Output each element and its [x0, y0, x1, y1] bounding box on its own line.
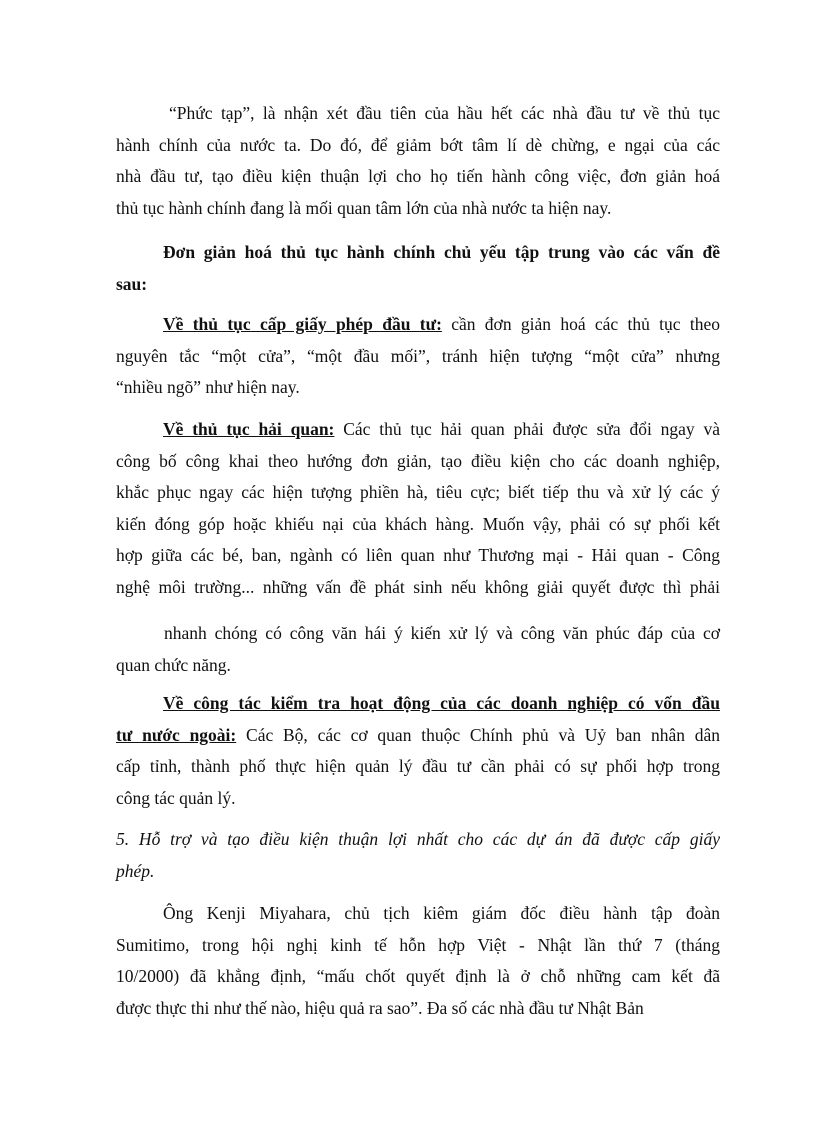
- text-line: công bố công khai theo hướng đơn giản, tạo điều kiện cho các doanh nghiệp,: [116, 450, 720, 471]
- text-line: nghệ môi trường... những vấn đề phát sinh nếu không giải quyết được thì phải: [116, 576, 720, 597]
- section-heading: tư nước ngoài:: [116, 724, 237, 745]
- text-line: Sumitimo, trong hội nghị kinh tế hỗn hợp Việt - Nhật lần thứ 7 (tháng: [116, 934, 720, 955]
- text-line: “Phức tạp”, là nhận xét đầu tiên của hầu hết các nhà đầu tư về thủ tục: [169, 103, 720, 123]
- text-line: nhanh chóng có công văn hái ý kiến xử lý và công văn phúc đáp của cơ: [164, 623, 720, 643]
- section-heading: Về thủ tục cấp giấy phép đầu tư:: [163, 314, 442, 334]
- text-line: kiến đóng góp hoặc khiếu nại của khách hàng. Muốn vậy, phải có sự phối kết: [116, 513, 720, 534]
- text-line: cấp tỉnh, thành phố thực hiện quản lý đầu tư cần phải có sự phối hợp trong: [116, 756, 720, 776]
- text-line: [116, 720, 720, 752]
- text-line: quan chức năng.: [116, 654, 231, 675]
- section-title: [116, 824, 720, 887]
- text-line: 5. Hỗ trợ và tạo điều kiện thuận lợi nhất cho các dự án đã được cấp giấy: [116, 829, 720, 849]
- text-run: Các thủ tục hải quan phải được sửa đổi ngay và: [334, 419, 720, 439]
- text-line: [116, 414, 720, 446]
- text-line: Đơn giản hoá thủ tục hành chính chủ yếu tập trung vào các vấn đề: [163, 242, 720, 262]
- text-line: khắc phục ngay các hiện tượng phiền hà, tiêu cực; biết tiếp thu và xử lý các ý: [116, 482, 720, 502]
- text-line: hợp giữa các bé, ban, ngành có liên quan như Thương mại - Hải quan - Công: [116, 545, 720, 565]
- text-line: 10/2000) đã khẳng định, “mấu chốt quyết định là ở chỗ những cam kết đã: [116, 966, 720, 986]
- text-line: sau:: [116, 273, 148, 294]
- paragraph-inspection: [116, 688, 720, 814]
- paragraph-customs: [116, 414, 720, 603]
- text-line: Ông Kenji Miyahara, chủ tịch kiêm giám đốc điều hành tập đoàn: [163, 903, 720, 923]
- text-line: phép.: [116, 860, 155, 881]
- paragraph-focus-heading: [116, 237, 720, 300]
- text-line: nguyên tắc “một cửa”, “một đầu mối”, tránh hiện tượng “một cửa” nhưng: [116, 345, 720, 366]
- text-line: nhà đầu tư, tạo điều kiện thuận lợi cho họ tiến hành công việc, đơn giản hoá: [116, 166, 720, 186]
- paragraph-customs-continued: [116, 618, 720, 681]
- text-line: “nhiều ngõ” như hiện nay.: [116, 377, 300, 397]
- text-line: công tác quản lý.: [116, 787, 236, 808]
- text-line: [116, 309, 720, 341]
- section-heading: Về công tác kiểm tra hoạt động của các doanh nghiệp có vốn đầu: [163, 693, 720, 713]
- text-line: được thực thi như thế nào, hiệu quả ra sao”. Đa số các nhà đầu tư Nhật Bản: [116, 997, 644, 1018]
- paragraph-kenji-miyahara: [116, 898, 720, 1024]
- text-run: cần đơn giản hoá các thủ tục theo: [441, 314, 720, 334]
- section-heading: Về thủ tục hải quan:: [163, 419, 335, 439]
- text-line: hành chính của nước ta. Do đó, để giảm bớt tâm lí dè chừng, e ngại của các: [116, 134, 720, 155]
- paragraph-intro: [116, 98, 720, 224]
- text-run: Các Bộ, các cơ quan thuộc Chính phủ và Uỷ ban nhân dân: [236, 724, 721, 745]
- text-line: thủ tục hành chính đang là mối quan tâm lớn của nhà nước ta hiện nay.: [116, 197, 612, 218]
- paragraph-investment-license: [116, 309, 720, 404]
